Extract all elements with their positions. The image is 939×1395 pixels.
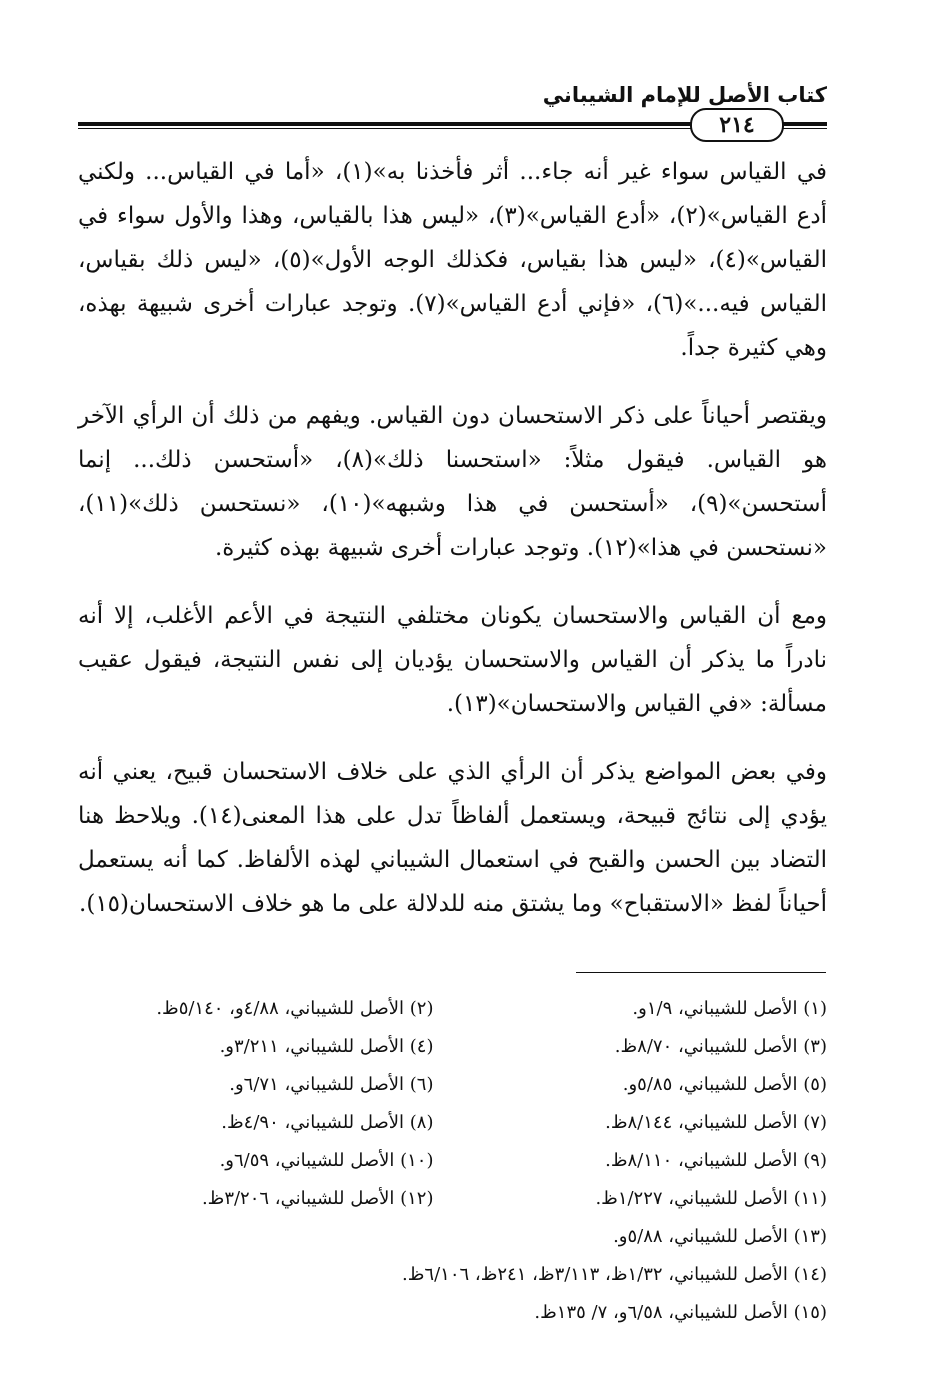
footnote: (٦) الأصل للشيباني، ٦/٧١و. [229, 1074, 434, 1095]
footnote: (١٢) الأصل للشيباني، ٣/٢٠٦ظ. [201, 1188, 434, 1209]
paragraph: في القياس سواء غير أنه جاء... أثر فأخذنا به»(١)، «أما في القياس... ولكني أدع القياس»(٢)، «أدع القياس»(٣)، «ليس هذا بالقياس، وهذا والأول سواء في القياس»(٤)، «ليس هذا بقياس، فكذلك الوجه الأول»(٥)، «ليس ذلك بقياس، القياس فيه...»(٦)، «فإني أدع القياس»(٧). وتوجد عبارات أخرى شبيهة بهذه، وهي كثيرة جداً. [78, 159, 827, 361]
footnote: (٢) الأصل للشيباني، ٤/٨٨و، ٥/١٤٠ظ. [156, 998, 434, 1019]
footnote: (٨) الأصل للشيباني، ٤/٩٠ظ. [221, 1112, 434, 1133]
paragraph: ويقتصر أحياناً على ذكر الاستحسان دون القياس. ويفهم من ذلك أن الرأي الآخر هو القياس. فيقول مثلاً: «استحسنا ذلك»(٨)، «أستحسن ذلك... إنما أستحسن»(٩)، «أستحسن في هذا وشبهه»(١٠)، «نستحسن ذلك»(١١)، «نستحسن في هذا»(١٢). وتوجد عبارات أخرى شبيهة بهذه كثيرة. [78, 403, 827, 561]
footnote: (١٥) الأصل للشيباني، ٦/٥٨و، ٧/ ١٣٥ظ. [534, 1302, 827, 1323]
footnote: (٧) الأصل للشيباني، ٨/١٤٤ظ. [605, 1112, 827, 1133]
footnote: (٥) الأصل للشيباني، ٥/٨٥و. [622, 1074, 827, 1095]
footnote: (١٠) الأصل للشيباني، ٦/٥٩و. [219, 1150, 434, 1171]
footnote: (٣) الأصل للشيباني، ٨/٧٠ظ. [614, 1036, 827, 1057]
footnote: (١٣) الأصل للشيباني، ٥/٨٨و. [613, 1226, 827, 1247]
page-number: ٢١٤ [690, 108, 784, 142]
footnote: (٤) الأصل للشيباني، ٣/٢١١و. [219, 1036, 434, 1057]
footnote-separator [576, 972, 826, 973]
footnote: (٩) الأصل للشيباني، ٨/١١٠ظ. [605, 1150, 827, 1171]
footnote: (١) الأصل للشيباني، ١/٩و. [632, 998, 827, 1019]
paragraph: ومع أن القياس والاستحسان يكونان مختلفي النتيجة في الأعم الأغلب، إلا أنه نادراً ما يذكر أن القياس والاستحسان يؤديان إلى نفس النتيجة، فيقول عقيب مسألة: «في القياس والاستحسان»(١٣). [78, 603, 827, 717]
footnotes [80, 990, 827, 1332]
paragraph: وفي بعض المواضع يذكر أن الرأي الذي على خلاف الاستحسان قبيح، يعني أنه يؤدي إلى نتائج قبيحة، ويستعمل ألفاظاً تدل على هذا المعنى(١٤). ويلاحظ هنا التضاد بين الحسن والقبح في استعمال الشيباني لهذه الألفاظ. كما أنه يستعمل أحياناً لفظ «الاستقباح» وما يشتق منه للدلالة على ما هو خلاف الاستحسان(١٥). [78, 759, 827, 917]
footnote: (١٤) الأصل للشيباني، ١/٣٢ظ، ٣/١١٣ظ، ٢٤١ظ، ٦/١٠٦ظ. [402, 1264, 827, 1285]
running-header: كتاب الأصل للإمام الشيباني [542, 83, 827, 107]
body-text [78, 150, 827, 950]
footnote: (١١) الأصل للشيباني، ١/٢٢٧ظ. [595, 1188, 827, 1209]
